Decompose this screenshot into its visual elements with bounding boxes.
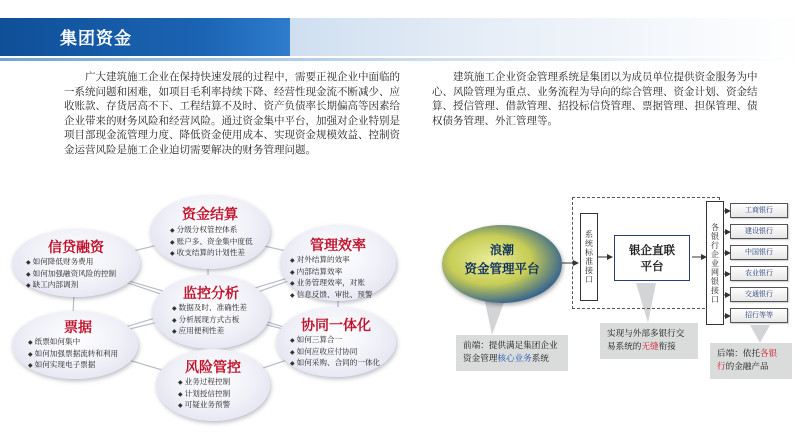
callout-front-end [456, 335, 568, 371]
callout-middle-suffix: 衔接 [658, 342, 676, 352]
callout-back-prefix: 后端：依托 [717, 349, 760, 359]
inspur-fund-platform [442, 225, 562, 303]
platform-name-line2: 资金管理平台 [464, 261, 540, 276]
standard-interface-label: 系统标准接口 [584, 230, 594, 284]
node-items [28, 337, 118, 372]
platform-name-line1: 浪潮 [489, 243, 514, 257]
node-title: 协同一体化 [301, 318, 371, 334]
issue-diagram [0, 185, 400, 442]
list-item: ◆ 计划授信控制 [178, 389, 230, 401]
node-title: 资金结算 [182, 207, 238, 223]
callout-middle-prefix: 实现与外部多银行交易系统的 [607, 329, 685, 352]
standard-interface-box [580, 213, 598, 301]
list-item: ◆ 信息反馈、审批、预警 [290, 290, 373, 302]
list-item: ◆ 可疑业务预警 [178, 400, 230, 412]
node-title: 管理效率 [310, 238, 366, 254]
list-item: ◆ 如何三算合一 [290, 335, 380, 347]
node-unify [276, 307, 396, 377]
node-monitor [152, 275, 270, 349]
header-underline [0, 58, 800, 61]
callout-back-end [710, 343, 792, 379]
list-item: ◆ 业务管理效率，对账 [290, 278, 373, 290]
list-item: ◆ 如何实现电子票据 [28, 360, 118, 372]
node-items [178, 377, 230, 412]
list-item: ◆ 应用便利性差 [172, 326, 247, 338]
list-item: ◆ 如何应收应付协同 [290, 347, 380, 359]
callout-back-suffix: 的金融产品 [725, 362, 769, 372]
node-bills [12, 311, 138, 379]
node-items [170, 225, 253, 260]
callout-front-highlight: 核心业务 [497, 354, 532, 364]
direct-line1: 银企直联 [629, 243, 675, 257]
node-title: 风险管控 [185, 360, 241, 376]
list-item: ◆ 收支结算的计划性差 [170, 248, 253, 260]
list-item: ◆ 数据及时、准确性差 [172, 303, 247, 315]
callout-middle-highlight: 无缝 [641, 342, 659, 352]
intro-paragraph-right: 建筑施工企业资金管理系统是集团以为成员单位提供资金服务为中心、风险管理为重点、业务流程为导向的综合管理、资金计划、资金结算、授信管理、借款管理、招投标信贷管理、票据管理、担保管理、债权债务管理、外汇管理等。 [432, 71, 758, 127]
node-credit [12, 229, 140, 297]
callout-back-highlight: 各银行 [717, 349, 778, 372]
list-item: ◆ 如何加强融资风险的控制 [26, 269, 116, 281]
header-band-light [290, 18, 800, 56]
bank-interface-box [706, 201, 724, 325]
list-item: ◆ 账户多、资金集中度低 [170, 237, 253, 249]
node-title: 票据 [64, 320, 92, 336]
bank-item: 中国银行 [730, 245, 788, 260]
page-title: 集团资金 [60, 29, 132, 49]
bank-item: 工商银行 [730, 203, 788, 218]
node-title: 监控分析 [183, 286, 239, 302]
node-efficiency [280, 225, 396, 301]
direct-line2: 平台 [640, 259, 664, 273]
node-items [172, 303, 247, 338]
bank-item: 招行等等 [730, 308, 788, 323]
node-items [26, 257, 116, 292]
list-item: ◆ 业务过程控制 [178, 377, 230, 389]
list-item: ◆ 内部结算效率 [290, 267, 373, 279]
list-item: ◆ 如何采购、合同的一体化 [290, 358, 380, 370]
intro-paragraph-left: 广大建筑施工企业在保持快速发展的过程中，需要正视企业中面临的一系统问题和困难，如项目毛利率持续下降、经营性现金流不断减少、应收账款、存货居高不下、工程结算不及时、资产负债率长期偏高等因素给企业带来的财务风险和经营风险。通过资金集中平台，加强对企业特别是项目部现金流管理力度、降低资金使用成本、实现资金规模效益、控制资金运营风险是施工企业迫切需要解决的财务管理问题。 [64, 71, 400, 156]
node-risk [156, 349, 270, 421]
list-item: ◆ 分级分权管控体系 [170, 225, 253, 237]
section-header [0, 0, 800, 72]
bank-interface-label: 各银行企业网银接口 [710, 222, 720, 304]
list-item: ◆ 缺工内部调剂 [26, 280, 116, 292]
list-item: ◆ 纸票如何集中 [28, 337, 118, 349]
node-title: 信贷融资 [48, 240, 104, 256]
list-item: ◆ 对外结算的效率 [290, 255, 373, 267]
callout-front-prefix: 前端：提供满足集团企业资金管理 [463, 341, 558, 364]
list-item: ◆ 如何降低财务费用 [26, 257, 116, 269]
node-settlement [150, 195, 270, 269]
bank-direct-platform [614, 235, 690, 281]
callout-front-suffix: 系统 [531, 354, 549, 364]
bank-item: 建设银行 [730, 224, 788, 239]
node-items [290, 255, 373, 301]
bank-item: 农业银行 [730, 266, 788, 281]
bank-list [730, 203, 788, 329]
platform-architecture-diagram [420, 185, 800, 442]
list-item: ◆ 分析展现方式古板 [172, 315, 247, 327]
list-item: ◆ 如何加强票据流转和利用 [28, 349, 118, 361]
callout-middle [600, 323, 698, 359]
node-items [290, 335, 380, 370]
bank-item: 交通银行 [730, 287, 788, 302]
header-band-dark [0, 18, 290, 56]
